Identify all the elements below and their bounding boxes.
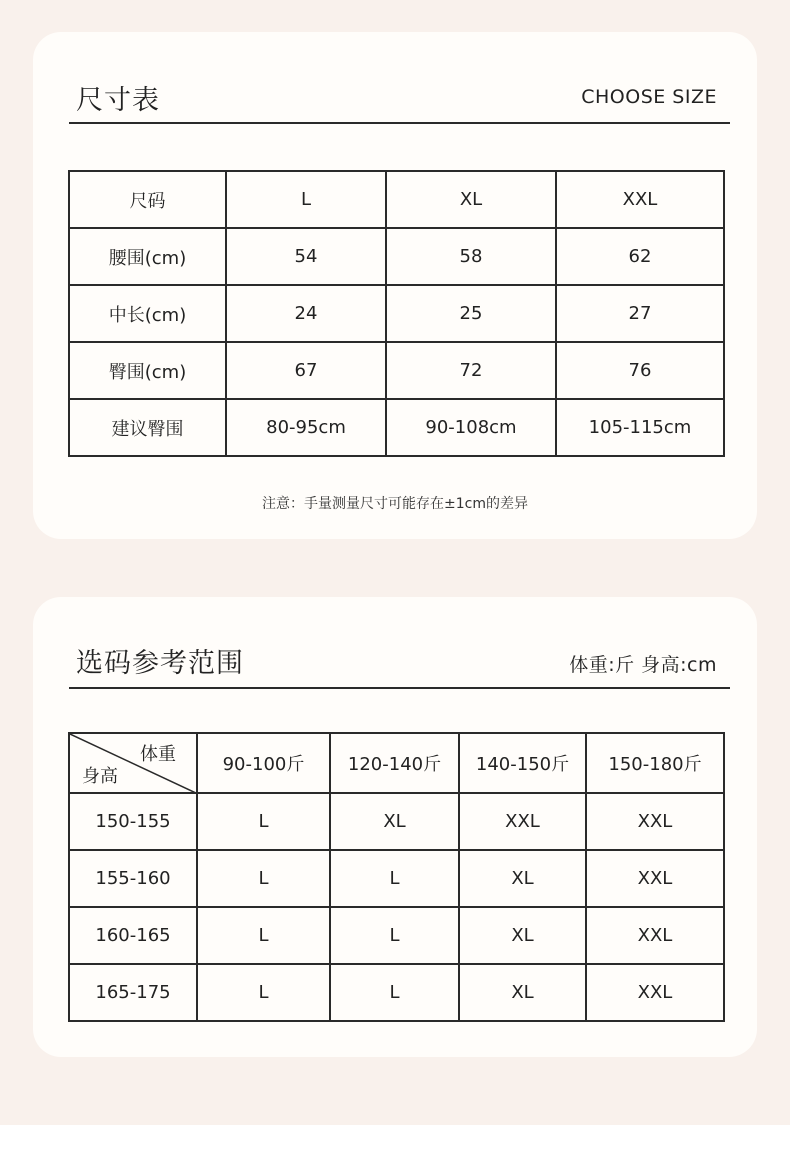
- table-cell: XL: [459, 850, 586, 907]
- table-cell: 27: [556, 285, 724, 342]
- table-row: [69, 964, 724, 1021]
- header-cell: L: [226, 171, 386, 228]
- table-cell: XXL: [586, 793, 724, 850]
- table-cell: 105-115cm: [556, 399, 724, 456]
- table-cell: L: [197, 907, 330, 964]
- table-cell: L: [197, 793, 330, 850]
- table-cell: XL: [459, 907, 586, 964]
- table-cell: 24: [226, 285, 386, 342]
- corner-header-cell: [69, 733, 197, 793]
- table-cell: L: [197, 964, 330, 1021]
- table-cell: XL: [459, 964, 586, 1021]
- header-cell: 尺码: [69, 171, 226, 228]
- size-chart-table: [68, 170, 725, 457]
- table-cell: XXL: [586, 964, 724, 1021]
- table-cell: L: [330, 964, 459, 1021]
- height-label: 160-165: [69, 907, 197, 964]
- table-cell: XXL: [459, 793, 586, 850]
- table-cell: XXL: [586, 850, 724, 907]
- table-row: [69, 342, 724, 399]
- table-row: [69, 228, 724, 285]
- table-row: [69, 399, 724, 456]
- measurement-note: 注意：手量测量尺寸可能存在±1cm的差异: [262, 496, 528, 512]
- header-cell: XXL: [556, 171, 724, 228]
- size-chart-subtitle: CHOOSE SIZE: [581, 86, 717, 108]
- weight-header-cell: 150-180斤: [586, 733, 724, 793]
- size-chart-title: 尺寸表: [76, 85, 160, 116]
- table-cell: L: [197, 850, 330, 907]
- table-cell: 72: [386, 342, 556, 399]
- size-guide-table: [68, 732, 725, 1022]
- table-cell: L: [330, 907, 459, 964]
- row-label: 建议臀围: [69, 399, 226, 456]
- height-label: 150-155: [69, 793, 197, 850]
- weight-header-cell: 140-150斤: [459, 733, 586, 793]
- height-label: 165-175: [69, 964, 197, 1021]
- table-row: [69, 793, 724, 850]
- table-cell: 67: [226, 342, 386, 399]
- row-label: 臀围(cm): [69, 342, 226, 399]
- table-row: [69, 850, 724, 907]
- weight-header-cell: 120-140斤: [330, 733, 459, 793]
- table-cell: 58: [386, 228, 556, 285]
- size-guide-units: 体重:斤 身高:cm: [569, 654, 717, 676]
- size-guide-divider: [69, 687, 730, 689]
- table-header-row: [69, 171, 724, 228]
- size-guide-card: [33, 597, 757, 1057]
- table-cell: 76: [556, 342, 724, 399]
- weight-axis-label: 体重: [140, 744, 176, 765]
- table-cell: L: [330, 850, 459, 907]
- table-cell: 62: [556, 228, 724, 285]
- table-header-row: [69, 733, 724, 793]
- table-cell: 80-95cm: [226, 399, 386, 456]
- row-label: 腰围(cm): [69, 228, 226, 285]
- table-cell: 54: [226, 228, 386, 285]
- table-row: [69, 907, 724, 964]
- table-cell: 90-108cm: [386, 399, 556, 456]
- table-row: [69, 285, 724, 342]
- height-axis-label: 身高: [82, 766, 118, 787]
- table-cell: 25: [386, 285, 556, 342]
- size-guide-title: 选码参考范围: [76, 648, 244, 679]
- header-cell: XL: [386, 171, 556, 228]
- table-cell: XL: [330, 793, 459, 850]
- table-cell: XXL: [586, 907, 724, 964]
- weight-header-cell: 90-100斤: [197, 733, 330, 793]
- row-label: 中长(cm): [69, 285, 226, 342]
- size-chart-card: [33, 32, 757, 539]
- height-label: 155-160: [69, 850, 197, 907]
- size-chart-divider: [69, 122, 730, 124]
